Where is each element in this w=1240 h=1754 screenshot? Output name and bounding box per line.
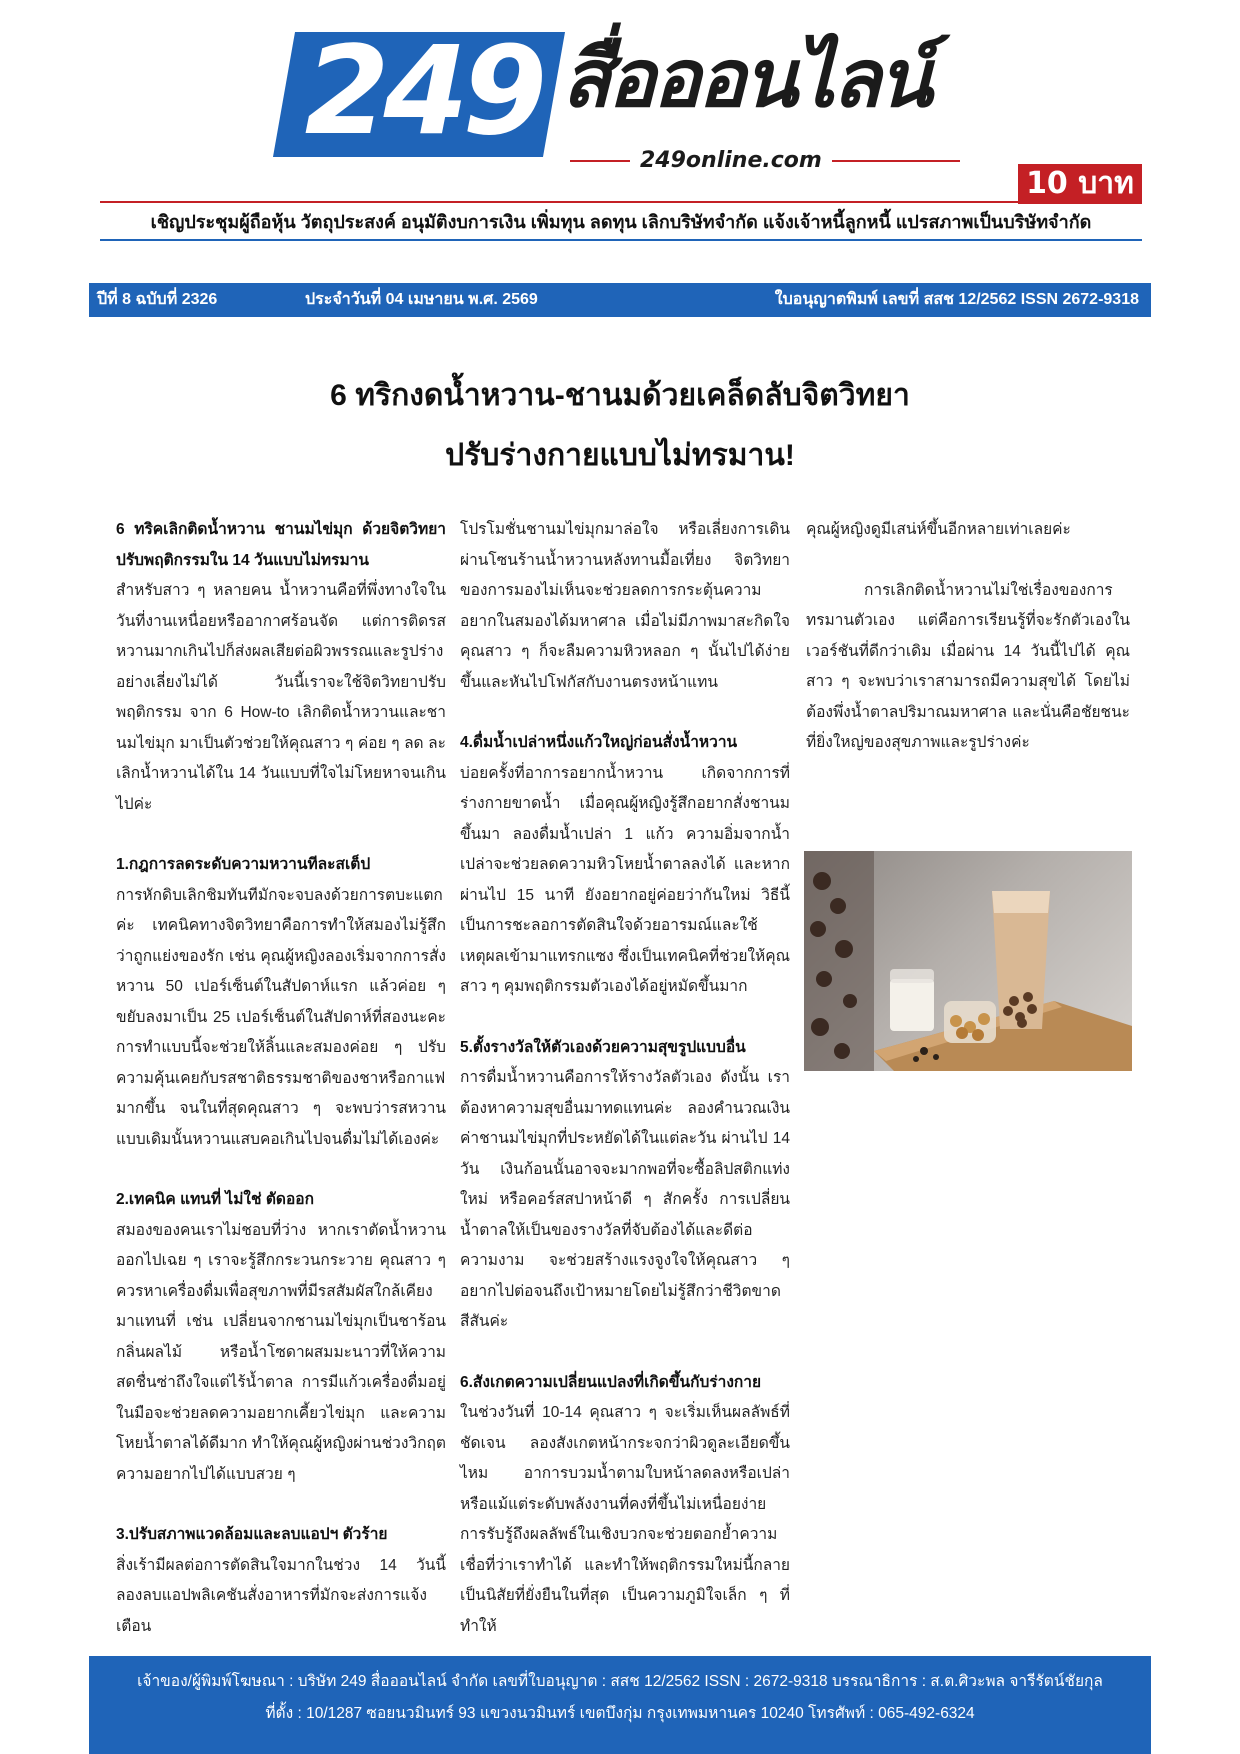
- section-body-6: ในช่วงวันที่ 10-14 คุณสาว ๆ จะเริ่มเห็นผลลัพธ์ที่ชัดเจน ลองสังเกตหน้ากระจกว่าผิวดูละเอียดขึ้นไหม อาการบวมน้ำตามใบหน้าลดลงหรือเปล่า หรือแม้แต่ระดับพลังงานที่คงที่ขึ้นไม่เหนื่อยง่าย การรับรู้ถึงผลลัพธ์ในเชิงบวกจะช่วยตอกย้ำความเชื่อที่ว่าเราทำได้ และทำให้พฤติกรรมใหม่นี้กลายเป็นนิสัยที่ยั่งยืนในที่สุด เป็นความภูมิใจเล็ก ๆ ที่ทำให้: [460, 1404, 790, 1635]
- section-body-3-cont: โปรโมชั่นชานมไข่มุกมาล่อใจ หรือเลี่ยงการเดินผ่านโซนร้านน้ำหวานหลังทานมื้อเที่ยง จิตวิทยาของการมองไม่เห็นจะช่วยลดการกระตุ้นความอยากในสมองได้มหาศาล เมื่อไม่มีภาพมาสะกิดใจ คุณสาว ๆ ก็จะลืมความหิวหลอก ๆ นั้นไปได้ง่ายขึ้นและหันไปโฟกัสกับงานตรงหน้าแทน: [460, 521, 790, 691]
- section-body-1: การหักดิบเลิกชิมทันทีมักจะจบลงด้วยการตบะแตกค่ะ เทคนิคทางจิตวิทยาคือการทำให้สมองไม่รู้สึกว่าถูกแย่งของรัก เช่น คุณผู้หญิงลองเริ่มจากการสั่งหวาน 50 เปอร์เซ็นต์ในสัปดาห์แรก แล้วค่อย ๆ ขยับลงมาเป็น 25 เปอร์เซ็นต์ในสัปดาห์ที่สองนะคะ การทำแบบนี้จะช่วยให้ลิ้นและสมองค่อย ๆ ปรับความคุ้นเคยกับรสชาติธรรมชาติของชาหรือกาแฟมากขึ้น จนในที่สุดคุณสาว ๆ จะพบว่ารสหวานแบบเดิมนั้นหวานแสบคอเกินไปจนดื่มไม่ได้เองค่ะ: [116, 886, 446, 1148]
- section-body-5: การดื่มน้ำหวานคือการให้รางวัลตัวเอง ดังนั้น เราต้องหาความสุขอื่นมาทดแทนค่ะ ลองคำนวณเงินค่าชานมไข่มุกที่ประหยัดได้ในแต่ละวัน ผ่านไป 14 วัน เงินก้อนนั้นอาจจะมากพอที่จะซื้อลิปสติกแท่งใหม่ หรือคอร์สสปาหน้าดี ๆ สักครั้ง การเปลี่ยนน้ำตาลให้เป็นของรางวัลที่จับต้องได้และดีต่อความงาม จะช่วยสร้างแรงจูงใจให้คุณสาว ๆ อยากไปต่อจนถึงเป้าหมายโดยไม่รู้สึกว่าชีวิตขาดสีสันค่ะ: [460, 1069, 790, 1330]
- headline-line-2: ปรับร่างกายแบบไม่ทรมาน!: [445, 439, 795, 472]
- section-heading-6: 6.สังเกตความเปลี่ยนแปลงที่เกิดขึ้นกับร่างกาย: [460, 1373, 762, 1391]
- logo-number: 249: [304, 20, 542, 162]
- issue-number: ปีที่ 8 ฉบับที่ 2326: [97, 291, 218, 308]
- article-column-1: [116, 515, 446, 1642]
- section-heading-5: 5.ตั้งรางวัลให้ตัวเองด้วยความสุขรูปแบบอื่น: [460, 1038, 746, 1056]
- footer-address: ที่ตั้ง : 10/1287 ซอยนวมินทร์ 93 แขวงนวมินทร์ เขตบึงกุ่ม กรุงเทพมหานคร 10240 โทรศัพท์ : 065-492-6324: [265, 1705, 975, 1722]
- print-license: ใบอนุญาตพิมพ์ เลขที่ สสช 12/2562 ISSN 2672-9318: [774, 291, 1139, 308]
- masthead-red-rule: [100, 201, 1142, 203]
- article-title: 6 ทริคเลิกติดน้ำหวาน ชานมไข่มุก ด้วยจิตวิทยา ปรับพฤติกรรมใน 14 วันแบบไม่ทรมาน: [116, 521, 446, 569]
- services-line: เชิญประชุมผู้ถือหุ้น วัตถุประสงค์ อนุมัติงบการเงิน เพิ่มทุน ลดทุน เลิกบริษัทจำกัด แจ้งเจ้าหนี้ลูกหนี้ แปรสภาพเป็นบริษัทจำกัด: [150, 212, 1092, 232]
- milk-tea-photo: [804, 851, 1132, 1071]
- section-body-6-cont: คุณผู้หญิงดูมีเสน่ห์ขึ้นอีกหลายเท่าเลยค่ะ: [806, 521, 1071, 538]
- footer-bar: [89, 1656, 1151, 1754]
- masthead-blue-rule: [100, 239, 1142, 241]
- masthead-logo: [270, 22, 970, 182]
- section-heading-3: 3.ปรับสภาพแวดล้อมและลบแอปฯ ตัวร้าย: [116, 1526, 388, 1543]
- article-intro: สำหรับสาว ๆ หลายคน น้ำหวานคือที่พึ่งทางใจในวันที่งานเหนื่อยหรืออากาศร้อนจัด แต่การติดรสหวานมากเกินไปก็ส่งผลเสียต่อผิวพรรณและรูปร่างอย่างเลี่ยงไม่ได้ วันนี้เราจะใช้จิตวิทยาปรับพฤติกรรม จาก 6 How-to เลิกติดน้ำหวานและชานมไข่มุก มาเป็นตัวช่วยให้คุณสาว ๆ ค่อย ๆ ลด ละ เลิกน้ำหวานได้ใน 14 วันแบบที่ใจไม่โหยหาจนเกินไปค่ะ: [116, 582, 446, 813]
- footer-publisher: เจ้าของ/ผู้พิมพ์โฆษณา : บริษัท 249 สื่อออนไลน์ จำกัด เลขที่ใบอนุญาต : สสช 12/2562 ISSN : 2672-9318 บรรณาธิการ : ส.ต.ศิวะพล จารีรัตน์ชัยกุล: [137, 1673, 1103, 1690]
- article-closing: การเลิกติดน้ำหวานไม่ใช่เรื่องของการทรมานตัวเอง แต่คือการเรียนรู้ที่จะรักตัวเองในเวอร์ชันที่ดีกว่าเดิม เมื่อผ่าน 14 วันนี้ไปได้ คุณสาว ๆ จะพบว่าเราสามารถมีความสุขได้ โดยไม่ต้องพึ่งน้ำตาลปริมาณมหาศาล และนั่นคือชัยชนะที่ยิ่งใหญ่ของสุขภาพและรูปร่างค่ะ: [806, 581, 1130, 751]
- section-body-4: บ่อยครั้งที่อาการอยากน้ำหวาน เกิดจากการที่ร่างกายขาดน้ำ เมื่อคุณผู้หญิงรู้สึกอยากสั่งชานมขึ้นมา ลองดื่มน้ำเปล่า 1 แก้ว ความอิ่มจากน้ำเปล่าจะช่วยลดความหิวโหยน้ำตาลลงได้ และหากผ่านไป 15 นาที ยังอยากอยู่ค่อยว่ากันใหม่ วิธีนี้เป็นการชะลอการตัดสินใจด้วยอารมณ์และใช้เหตุผลเข้ามาแทรกแซง ซึ่งเป็นเทคนิคที่ช่วยให้คุณสาว ๆ คุมพฤติกรรมตัวเองได้อยู่หมัดขึ้นมาก: [460, 764, 790, 995]
- issue-date: ประจำวันที่ 04 เมษายน พ.ศ. 2569: [305, 291, 538, 308]
- issue-info-bar: [89, 283, 1151, 317]
- article-headline: [150, 366, 1090, 486]
- article-column-3: [806, 515, 1130, 759]
- price-tab: 10 บาท: [1018, 164, 1142, 204]
- section-body-2: สมองของคนเราไม่ชอบที่ว่าง หากเราตัดน้ำหวานออกไปเฉย ๆ เราจะรู้สึกกระวนกระวาย คุณสาว ๆ ควรหาเครื่องดื่มเพื่อสุขภาพที่มีรสสัมผัสใกล้เคียงมาแทนที่ เช่น เปลี่ยนจากชานมไข่มุกเป็นชาร้อนกลิ่นผลไม้ หรือน้ำโซดาผสมมะนาวที่ให้ความสดชื่นซ่าถึงใจแต่ไร้น้ำตาล การมีแก้วเครื่องดื่มอยู่ในมือจะช่วยลดความอยากเคี้ยวไข่มุก และความโหยน้ำตาลได้ดีมาก ทำให้คุณผู้หญิงผ่านช่วงวิกฤตความอยากไปได้แบบสวย ๆ: [116, 1221, 446, 1483]
- section-heading-4: 4.ดื่มน้ำเปล่าหนึ่งแก้วใหญ่ก่อนสั่งน้ำหวาน: [460, 734, 738, 751]
- section-body-3: สิ่งเร้ามีผลต่อการตัดสินใจมากในช่วง 14 วันนี้ ลองลบแอปพลิเคชันสั่งอาหารที่มักจะส่งการแจ้งเตือน: [116, 1556, 446, 1635]
- article-column-2: [460, 515, 790, 1642]
- section-heading-1: 1.กฎการลดระดับความหวานทีละสเต็ป: [116, 856, 371, 873]
- logo-thai-text: สื่อออนไลน์: [562, 32, 930, 125]
- section-heading-2: 2.เทคนิค แทนที่ ไม่ใช่ ตัดออก: [116, 1191, 314, 1208]
- logo-site: 249online.com: [630, 146, 832, 176]
- logo-249-block: [270, 22, 570, 172]
- headline-line-1: 6 ทริกงดน้ำหวาน-ชานมด้วยเคล็ดลับจิตวิทยา: [330, 379, 910, 412]
